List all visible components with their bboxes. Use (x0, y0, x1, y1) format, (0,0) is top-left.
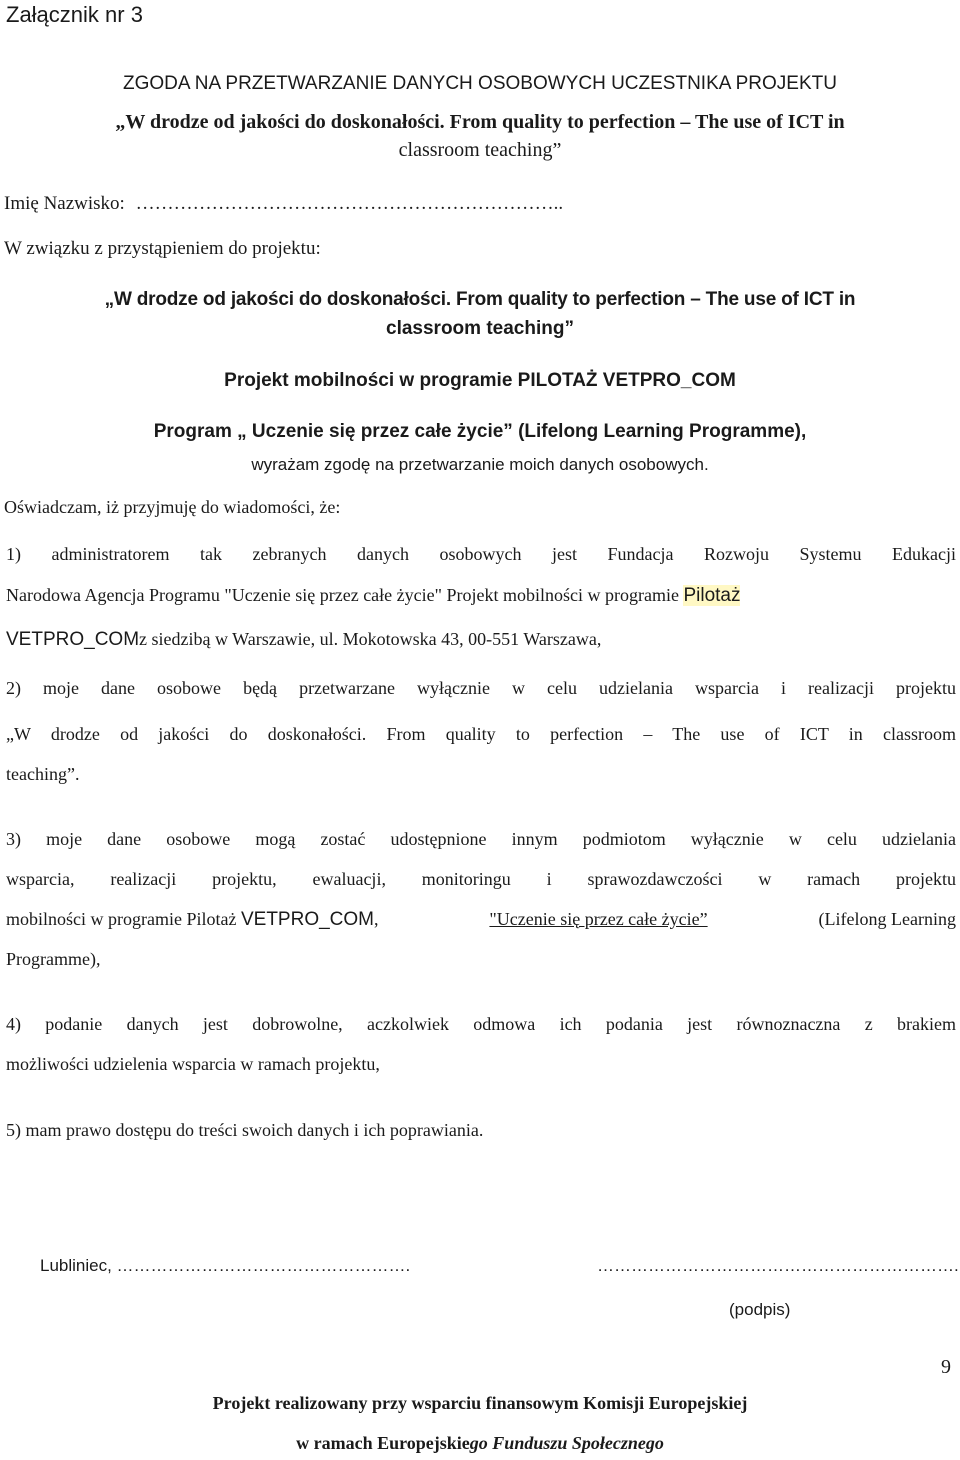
signature-field[interactable]: ………………………………………………………. (597, 1256, 959, 1275)
mobility-project: Projekt mobilności w programie PILOTAŻ VETPRO_COM (224, 370, 736, 391)
name-field-label: Imię Nazwisko: (4, 193, 125, 214)
name-field-dots: ………………………………………………………….. (135, 193, 564, 214)
programme-name: Program „ Uczenie się przez całe życie” (Lifelong Learning Programme), (153, 421, 807, 442)
project-name-line1: „W drodze od jakości do doskonałości. From quality to perfection – The use of ICT in (104, 289, 856, 310)
item1-line3-text: z siedzibą w Warszawie, ul. Mokotowska 43, 00-551 Warszawa, (139, 629, 602, 649)
item3-line1: 3) moje dane osobowe mogą zostać udostępnione innym podmiotom wyłącznie w celu udzielania (6, 829, 956, 849)
item5: 5) mam prawo dostępu do treści swoich danych i ich poprawiania. (6, 1120, 484, 1140)
page-number: 9 (941, 1356, 951, 1378)
item1-line2-pilotaz: Pilotaż (683, 585, 741, 606)
project-name-line2: classroom teaching” (386, 318, 574, 339)
item3-line3 (6, 909, 956, 931)
footer-line2 (0, 1433, 960, 1454)
title-project-line1: „W drodze od jakości do doskonałości. From quality to perfection – The use of ICT in (115, 111, 845, 133)
item1-line3 (6, 629, 601, 651)
item3-llp-text: (Lifelong Learning (818, 909, 956, 929)
item3-comma: , (374, 909, 379, 929)
item3-vetpro: VETPRO_COM (240, 909, 374, 930)
consent-statement: wyrażam zgodę na przetwarzanie moich danych osobowych. (251, 455, 709, 474)
project-intro: W związku z przystąpieniem do projektu: (4, 238, 321, 259)
signature-label: (podpis) (729, 1300, 791, 1319)
attachment-label: Załącznik nr 3 (6, 2, 143, 27)
item2-line3: teaching”. (6, 764, 80, 784)
item1-line2 (6, 585, 740, 607)
item2-line2: „W drodze od jakości do doskonałości. From quality to perfection – The use of ICT in classroom (6, 724, 956, 744)
item2-line1: 2) moje dane osobowe będą przetwarzane wyłącznie w celu udzielania wsparcia i realizacji projektu (6, 678, 956, 698)
item3-llp-link: "Uczenie się przez całe życie” (489, 909, 708, 929)
item4-line1: 4) podanie danych jest dobrowolne, aczkolwiek odmowa ich podania jest równoznaczna z brakiem (6, 1014, 956, 1034)
footer-line2-italic: go Funduszu Społecznego (469, 1433, 664, 1453)
footer-line2-text: w ramach Europejskie (296, 1433, 470, 1453)
item3-line3-part1 (6, 909, 379, 931)
item1-line2-text: Narodowa Agencja Programu "Uczenie się przez całe życie" Projekt mobilności w programie (6, 585, 684, 605)
item3-line3-text: mobilności w programie Pilotaż (6, 909, 241, 929)
name-field[interactable] (4, 193, 563, 215)
title-project-line2: classroom teaching” (398, 139, 562, 161)
item4-line2: możliwości udzielenia wsparcia w ramach projektu, (6, 1054, 380, 1074)
item3-line2: wsparcia, realizacji projektu, ewaluacji, monitoringu i sprawozdawczości w ramach projektu (6, 869, 956, 889)
item1-vetpro: VETPRO_COM (6, 629, 140, 650)
statement-intro: Oświadczam, iż przyjmuję do wiadomości, że: (4, 497, 341, 517)
place-date-field[interactable]: Lubliniec, ……………………………………………. (40, 1256, 411, 1275)
item1-line1: 1) administratorem tak zebranych danych osobowych jest Fundacja Rozwoju Systemu Edukacji (6, 544, 956, 564)
footer-line1: Projekt realizowany przy wsparciu finansowym Komisji Europejskiej (212, 1393, 748, 1413)
document-title: ZGODA NA PRZETWARZANIE DANYCH OSOBOWYCH UCZESTNIKA PROJEKTU (123, 73, 837, 94)
item3-line4: Programme), (6, 949, 101, 969)
